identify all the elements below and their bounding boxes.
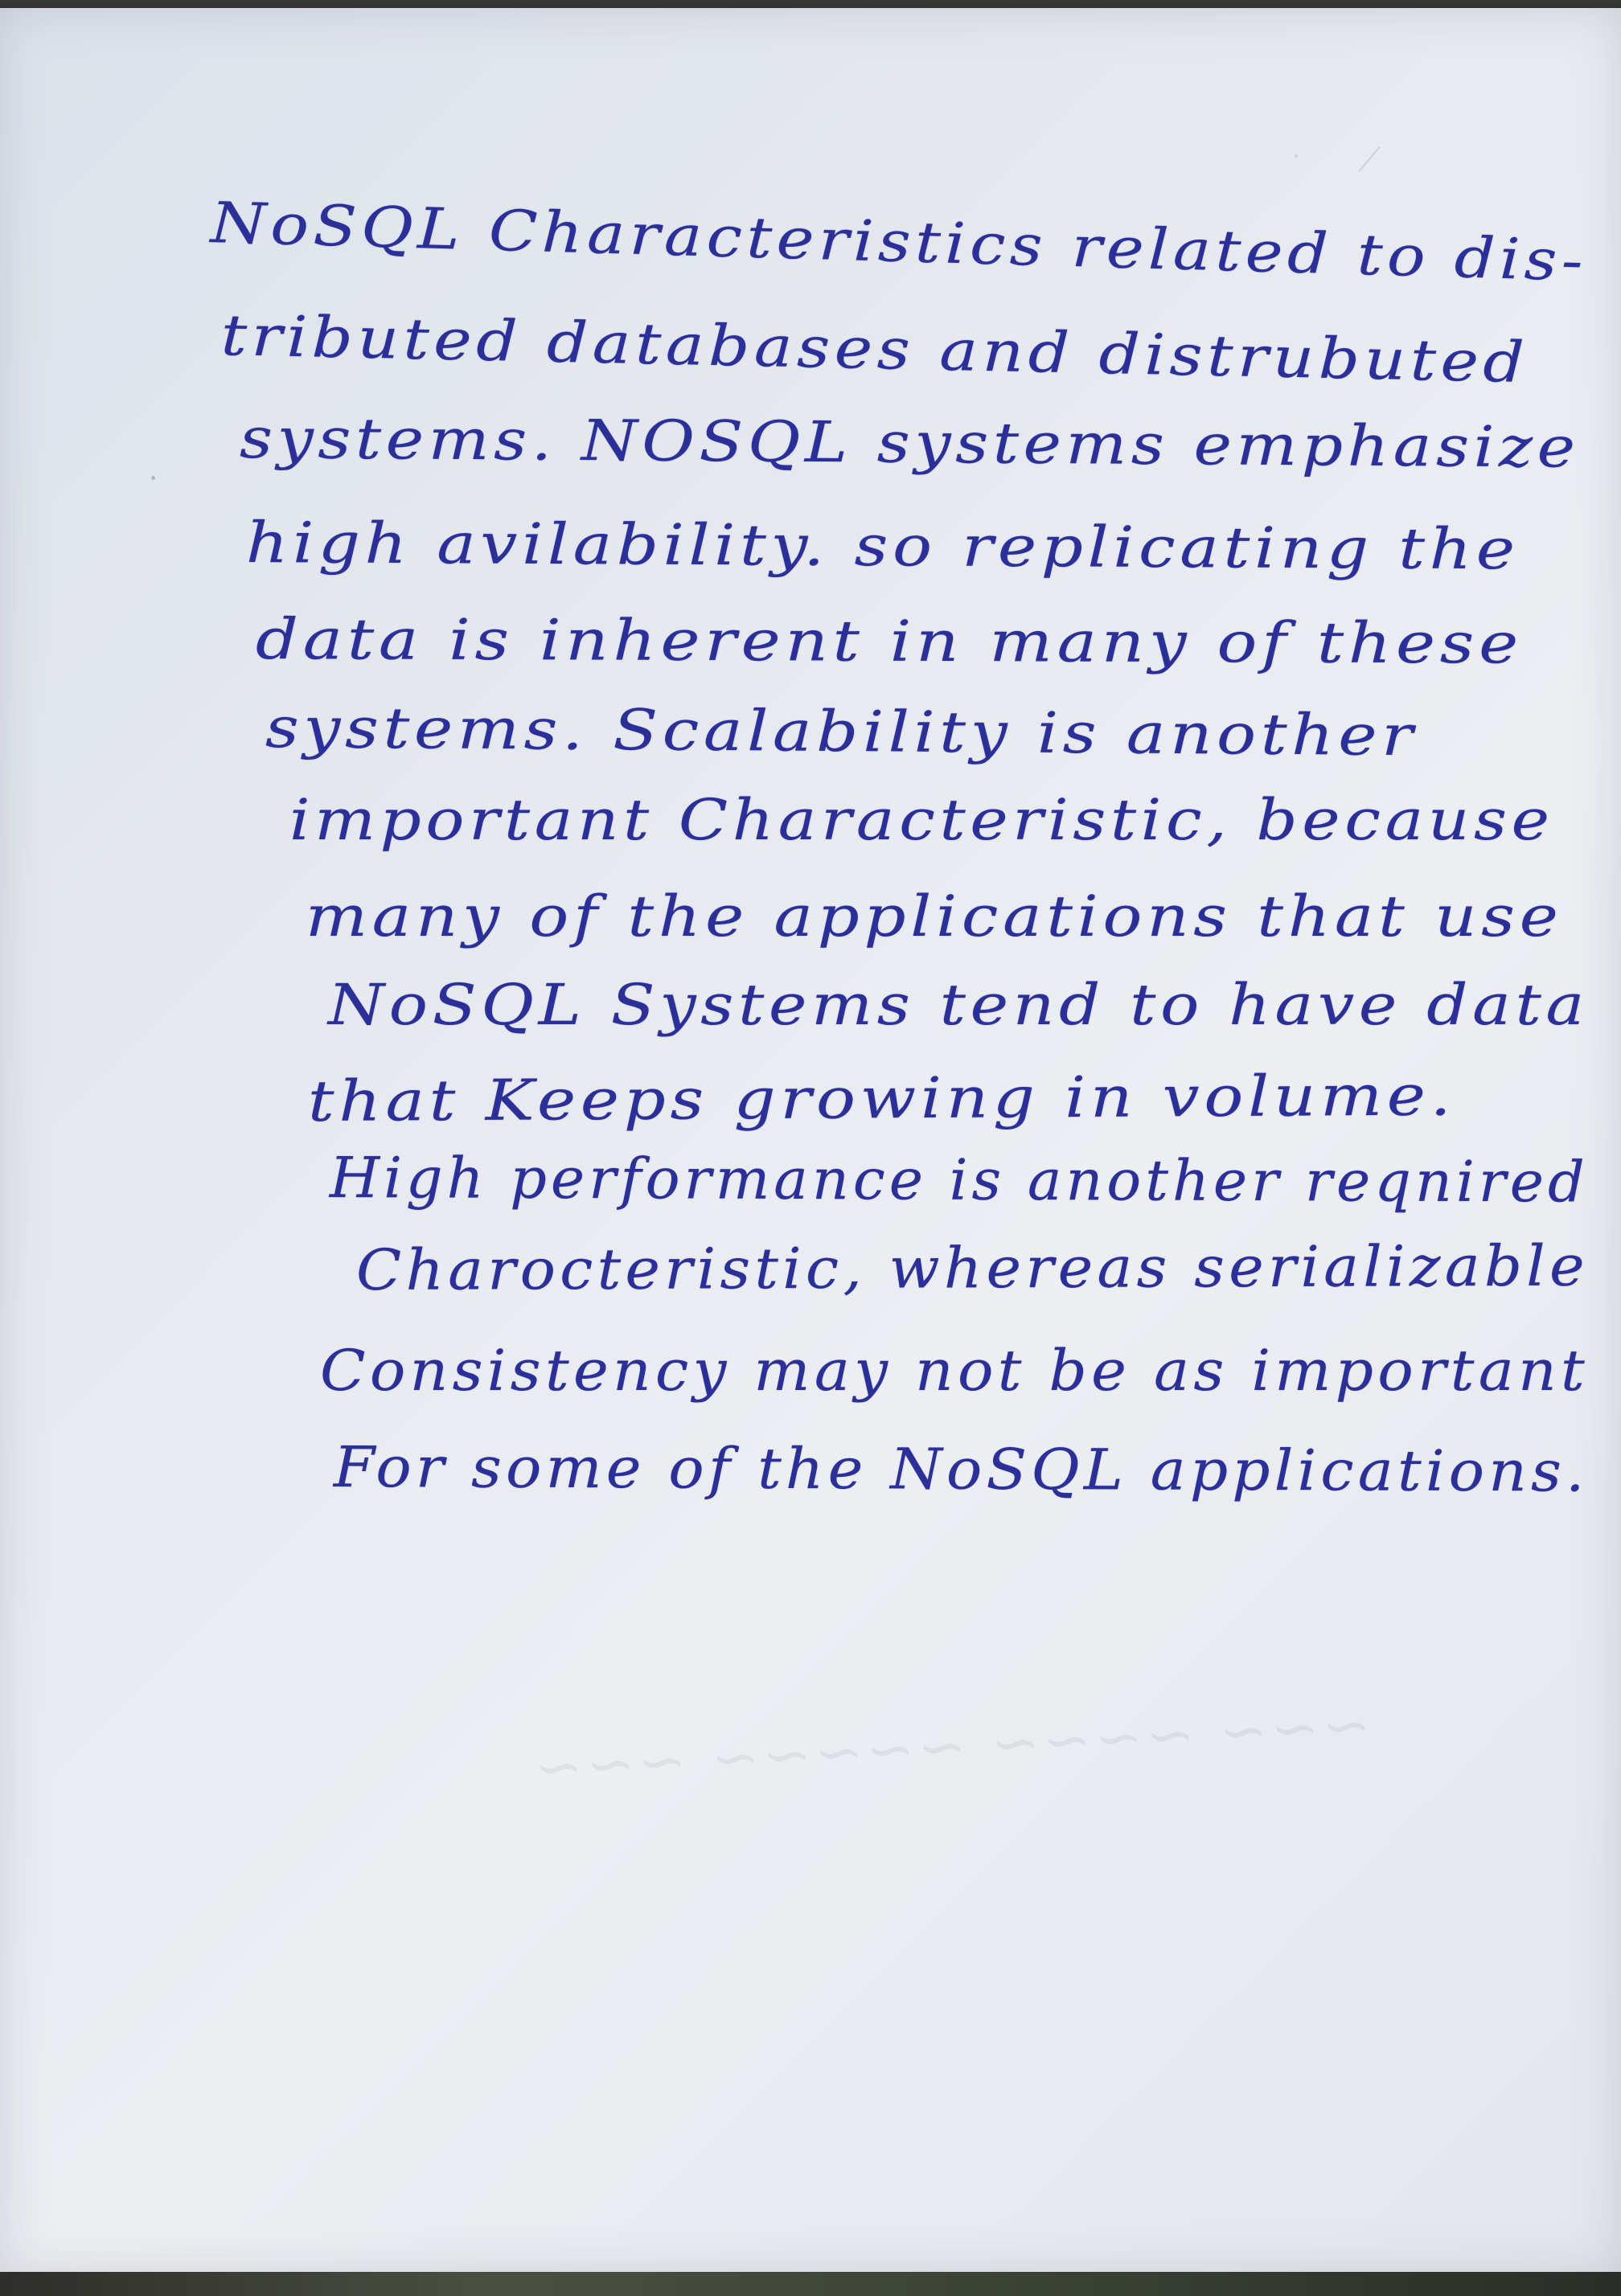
text-line: For some of the NoSQL applications. [333, 1434, 1589, 1505]
text-line: systems. Scalability is another [265, 695, 1418, 769]
text-line: many of the applications that use [306, 884, 1563, 949]
text-line: Consistency may not be as important [320, 1338, 1590, 1404]
text-line: data is inherent in many of these [255, 606, 1524, 677]
text-line: high avilability. so replicating the [245, 510, 1520, 583]
text-line: NoSQL Systems tend to have data [328, 972, 1589, 1038]
text-line: important Characteristic, because [289, 787, 1554, 853]
text-line: systems. NOSQL systems emphasize [239, 405, 1580, 481]
text-line: High performance is another reqnired [329, 1145, 1589, 1216]
text-line: tributed databases and distrubuted [220, 302, 1530, 396]
text-line: that Keeps growing in volume. [307, 1062, 1456, 1134]
text-line: Charocteristic, whereas serializable [355, 1232, 1589, 1303]
text-line: NoSQL Characteristics related to dis- [209, 190, 1589, 294]
reverse-side-bleed-through: ~~~ ~~~~ ~~~~~ ~~~ [529, 1690, 1373, 1802]
